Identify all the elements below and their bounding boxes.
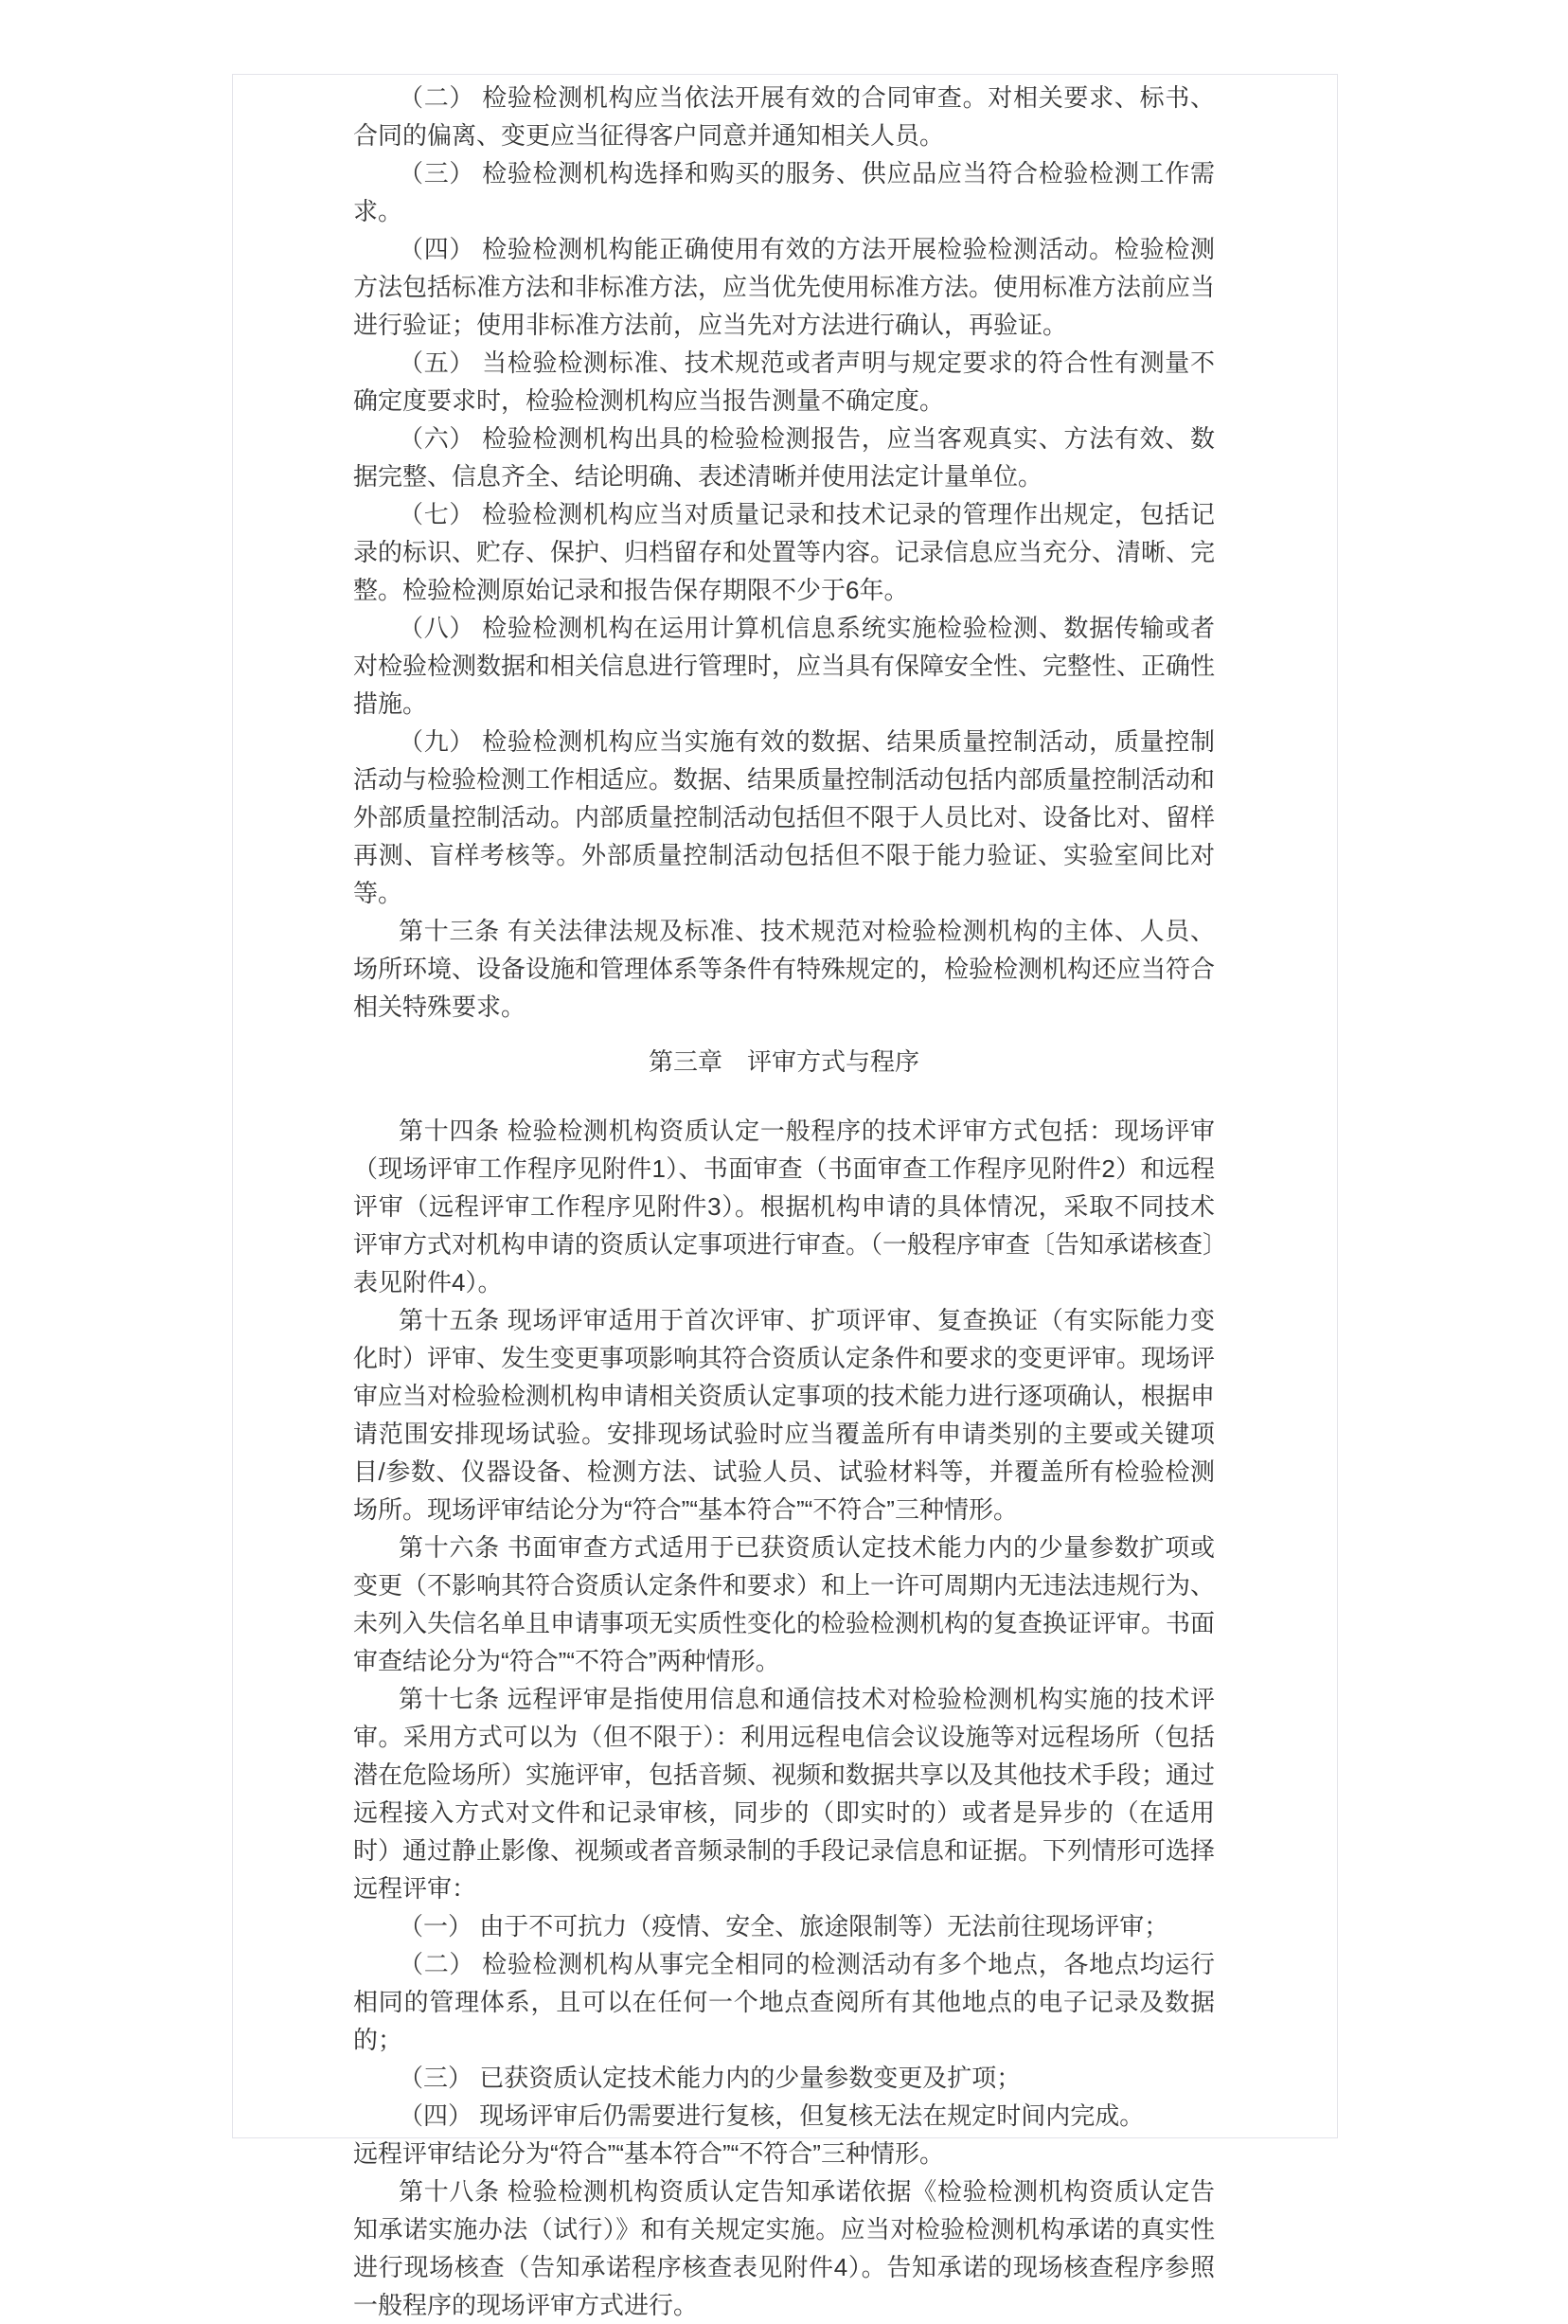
chapter-heading: 第三章 评审方式与程序	[648, 1047, 919, 1076]
paragraph: （三） 检验检测机构选择和购买的服务、供应品应当符合检验检测工作需求。	[353, 159, 1215, 225]
paragraph: 第十八条 检验检测机构资质认定告知承诺依据《检验检测机构资质认定告知承诺实施办法（试行）》和有关规定实施。应当对检验检测机构承诺的真实性进行现场核查（告知承诺程序核查表见附件4）。告知承诺的现场核查程序参照一般程序的现场评审方式进行。	[353, 2177, 1215, 2319]
paragraph: 第十六条 书面审查方式适用于已获资质认定技术能力内的少量参数扩项或变更（不影响其符合资质认定条件和要求）和上一许可周期内无违法违规行为、未列入失信名单且申请事项无实质性变化的检验检测机构的复查换证评审。书面审查结论分为“符合”“不符合”两种情形。	[353, 1533, 1216, 1675]
paragraph: 第十三条 有关法律法规及标准、技术规范对检验检测机构的主体、人员、场所环境、设备设施和管理体系等条件有特殊规定的，检验检测机构还应当符合相关特殊要求。	[353, 917, 1216, 1021]
paragraph: （九） 检验检测机构应当实施有效的数据、结果质量控制活动，质量控制活动与检验检测工作相适应。数据、结果质量控制活动包括内部质量控制活动和外部质量控制活动。内部质量控制活动包括但不限于人员比对、设备比对、留样再测、盲样考核等。外部质量控制活动包括但不限于能力验证、实验室间比对等。	[353, 727, 1216, 907]
paragraph: （三） 已获资质认定技术能力内的少量参数变更及扩项；	[399, 2064, 1022, 2092]
paragraph: （四） 现场评审后仍需要进行复核，但复核无法在规定时间内完成。	[399, 2101, 1145, 2130]
paragraph: （二） 检验检测机构从事完全相同的检测活动有多个地点，各地点均运行相同的管理体系，且可以在任何一个地点查阅所有其他地点的电子记录及数据的；	[353, 1950, 1215, 2054]
paragraph: （六） 检验检测机构出具的检验检测报告，应当客观真实、方法有效、数据完整、信息齐全、结论明确、表述清晰并使用法定计量单位。	[353, 424, 1215, 491]
paragraph: 第十四条 检验检测机构资质认定一般程序的技术评审方式包括：现场评审（现场评审工作程序见附件1）、书面审查（书面审查工作程序见附件2）和远程评审（远程评审工作程序见附件3）。根据机构申请的具体情况，采取不同技术评审方式对机构申请的资质认定事项进行审查。（一般程序审查〔告知承诺核查〕表见附件4）。	[353, 1117, 1216, 1296]
paragraph: （四） 检验检测机构能正确使用有效的方法开展检验检测活动。检验检测方法包括标准方法和非标准方法，应当优先使用标准方法。使用标准方法前应当进行验证；使用非标准方法前，应当先对方法进行确认，再验证。	[353, 235, 1216, 339]
paragraph: 第十七条 远程评审是指使用信息和通信技术对检验检测机构实施的技术评审。采用方式可以为（但不限于）：利用远程电信会议设施等对远程场所（包括潜在危险场所）实施评审，包括音频、视频和数据共享以及其他技术手段；通过远程接入方式对文件和记录审核，同步的（即实时的）或者是异步的（在适用时）通过静止影像、视频或者音频录制的手段记录信息和证据。下列情形可选择远程评审：	[353, 1685, 1216, 1903]
paragraph: 远程评审结论分为“符合”“基本符合”“不符合”三种情形。	[353, 2139, 944, 2168]
paragraph: （五） 当检验检测标准、技术规范或者声明与规定要求的符合性有测量不确定度要求时，检验检测机构应当报告测量不确定度。	[353, 349, 1215, 415]
paragraph: （一） 由于不可抗力（疫情、安全、旅途限制等）无法前往现场评审；	[399, 1912, 1169, 1940]
paragraph: （八） 检验检测机构在运用计算机信息系统实施检验检测、数据传输或者对检验检测数据和相关信息进行管理时，应当具有保障安全性、完整性、正确性措施。	[353, 614, 1216, 718]
paragraph: （二） 检验检测机构应当依法开展有效的合同审查。对相关要求、标书、合同的偏离、变更应当征得客户同意并通知相关人员。	[353, 83, 1215, 150]
paragraph: 第十五条 现场评审适用于首次评审、扩项评审、复查换证（有实际能力变化时）评审、发生变更事项影响其符合资质认定条件和要求的变更评审。现场评审应当对检验检测机构申请相关资质认定事项的技术能力进行逐项确认，根据申请范围安排现场试验。安排现场试验时应当覆盖所有申请类别的主要或关键项目/参数、仪器设备、检测方法、试验人员、试验材料等，并覆盖所有检验检测场所。现场评审结论分为“符合”“基本符合”“不符合”三种情形。	[353, 1306, 1216, 1524]
paragraph: （七） 检验检测机构应当对质量记录和技术记录的管理作出规定，包括记录的标识、贮存、保护、归档留存和处置等内容。记录信息应当充分、清晰、完整。检验检测原始记录和报告保存期限不少于6年。	[353, 500, 1216, 604]
document-body	[353, 79, 1215, 2324]
document-card	[232, 74, 1338, 2319]
